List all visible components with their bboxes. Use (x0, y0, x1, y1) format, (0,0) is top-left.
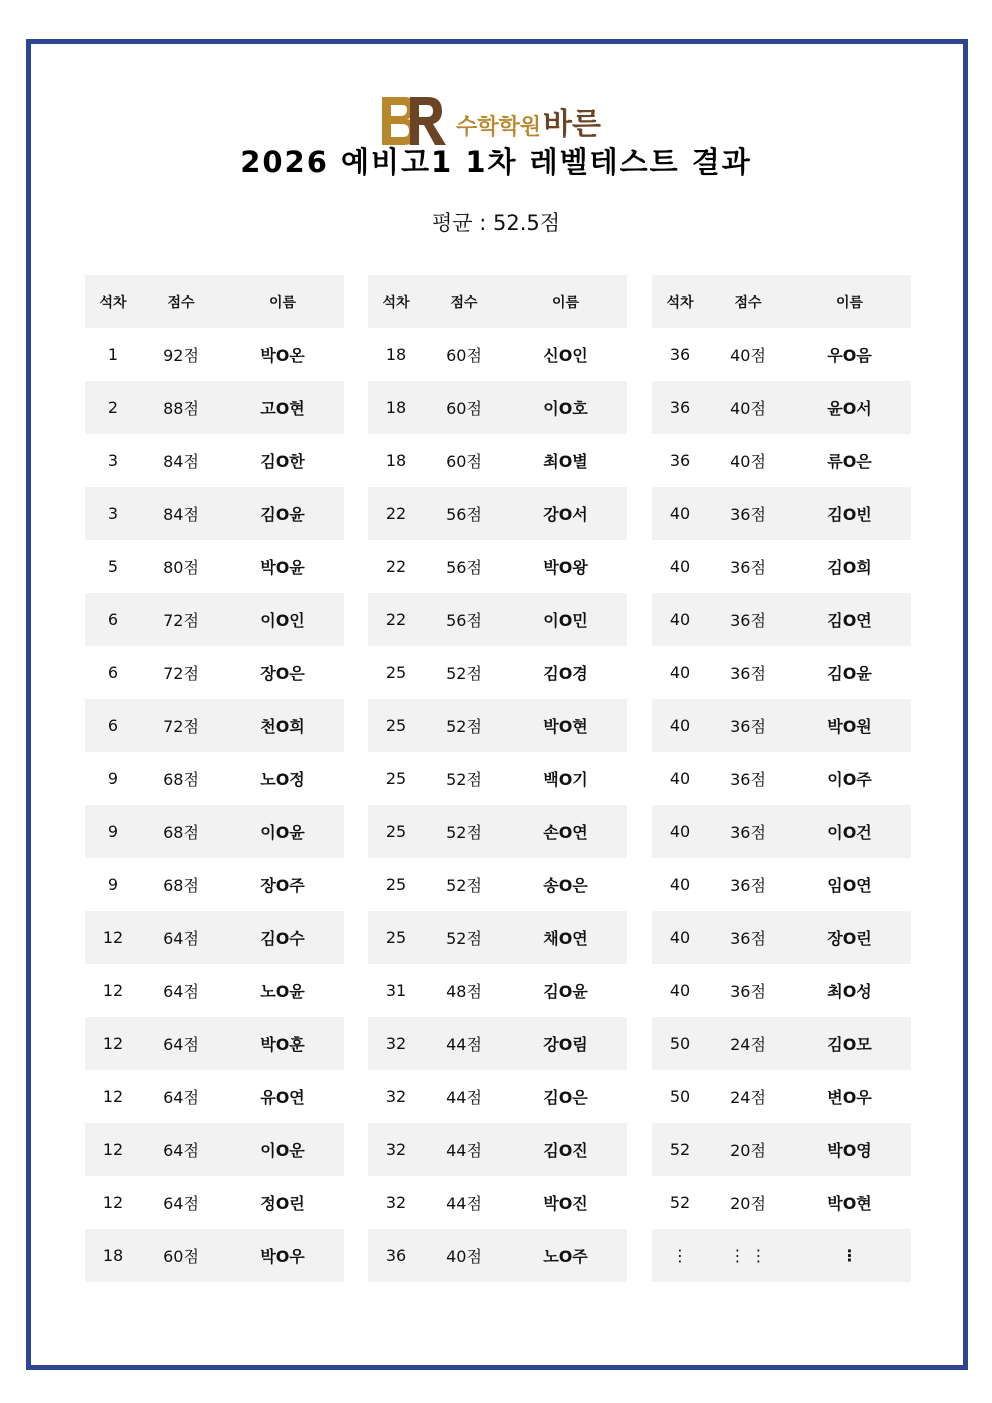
name-cell: 김O빈 (827, 505, 872, 524)
name-cell: 박O현 (543, 717, 588, 736)
rank-cell: 52 (669, 1140, 691, 1159)
rank-cell: 32 (385, 1193, 407, 1212)
rank-cell: 12 (102, 928, 124, 947)
score-cell: 92점 (163, 346, 199, 365)
rank-cell: ⋮ (672, 1246, 688, 1265)
name-cell: 강O서 (543, 505, 588, 524)
rank-cell: 40 (669, 663, 691, 682)
rank-cell: 36 (669, 345, 691, 364)
score-cell: 68점 (163, 876, 199, 895)
name-cell: 류O은 (827, 452, 872, 471)
rank-cell: 32 (385, 1034, 407, 1053)
rank-cell: 22 (385, 610, 407, 629)
name-cell: 최O별 (543, 452, 588, 471)
table-row (368, 540, 627, 593)
logo-name: 바른 (543, 107, 601, 142)
table-row (652, 1017, 911, 1070)
table-row (652, 540, 911, 593)
score-cell: 40점 (446, 1247, 482, 1266)
score-cell: 60점 (446, 399, 482, 418)
rank-cell: 40 (669, 769, 691, 788)
header-name: 이름 (551, 294, 580, 311)
name-cell: 장O린 (827, 929, 872, 948)
rank-cell: 12 (102, 981, 124, 1000)
rank-cell: 12 (102, 1034, 124, 1053)
rank-cell: 40 (669, 875, 691, 894)
name-cell: 신O인 (543, 346, 588, 365)
table-row (368, 381, 627, 434)
name-cell: 최O성 (827, 982, 872, 1001)
table-row (368, 964, 627, 1017)
header-name: 이름 (835, 294, 864, 311)
name-cell: 박O훈 (260, 1035, 305, 1054)
table-row (652, 646, 911, 699)
score-cell: 44점 (446, 1035, 482, 1054)
table-row (652, 487, 911, 540)
rank-cell: 25 (385, 928, 407, 947)
score-cell: 36점 (730, 929, 766, 948)
table-row (85, 752, 344, 805)
table-row (652, 858, 911, 911)
table-row (368, 593, 627, 646)
score-cell: 44점 (446, 1141, 482, 1160)
score-cell: 64점 (163, 1141, 199, 1160)
table-row (652, 964, 911, 1017)
header-name: 이름 (268, 294, 297, 311)
table-row (85, 646, 344, 699)
rank-cell: 22 (385, 557, 407, 576)
table-row (368, 1229, 627, 1282)
score-cell: 44점 (446, 1088, 482, 1107)
table-row (652, 381, 911, 434)
score-cell: 36점 (730, 982, 766, 1001)
score-cell: 36점 (730, 558, 766, 577)
name-cell: 정O린 (260, 1194, 305, 1213)
rank-cell: 6 (107, 716, 119, 735)
rank-cell: 31 (385, 981, 407, 1000)
name-cell: 윤O서 (827, 399, 872, 418)
score-cell: 20점 (730, 1194, 766, 1213)
score-cell: 52점 (446, 823, 482, 842)
score-cell: 72점 (163, 664, 199, 683)
score-cell: 36점 (730, 770, 766, 789)
table-row (85, 434, 344, 487)
score-cell: 36점 (730, 611, 766, 630)
rank-cell: 12 (102, 1087, 124, 1106)
name-cell: 이O건 (827, 823, 872, 842)
table-row (368, 1176, 627, 1229)
rank-cell: 9 (107, 769, 119, 788)
table-row (368, 328, 627, 381)
name-cell: 우O음 (827, 346, 872, 365)
score-cell: 56점 (446, 505, 482, 524)
table-row (85, 381, 344, 434)
rank-cell: 5 (107, 557, 119, 576)
table-row (652, 328, 911, 381)
average-score: 평균 : 52.5점 (431, 211, 561, 235)
table-row (652, 593, 911, 646)
rank-cell: 22 (385, 504, 407, 523)
name-cell: 장O은 (260, 664, 305, 683)
score-cell: 60점 (163, 1247, 199, 1266)
table-header-row (368, 275, 627, 328)
table-row (368, 1123, 627, 1176)
results-table-2 (368, 275, 627, 1282)
name-cell: 김O경 (543, 664, 588, 683)
page-title: 2026 예비고1 1차 레벨테스트 결과 (240, 145, 752, 179)
name-cell: 이O호 (543, 399, 588, 418)
rank-cell: 6 (107, 663, 119, 682)
score-cell: 56점 (446, 558, 482, 577)
table-header-row (652, 275, 911, 328)
rank-cell: 2 (107, 398, 119, 417)
table-row (85, 487, 344, 540)
score-cell: 64점 (163, 929, 199, 948)
score-cell: 72점 (163, 717, 199, 736)
rank-cell: 25 (385, 716, 407, 735)
score-cell: 60점 (446, 346, 482, 365)
name-cell: 이O인 (260, 611, 305, 630)
name-cell: 임O연 (827, 876, 872, 895)
name-cell: 박O현 (827, 1194, 872, 1213)
score-cell: 36점 (730, 823, 766, 842)
name-cell: 이O주 (827, 770, 872, 789)
rank-cell: 18 (385, 451, 407, 470)
name-cell: 김O연 (827, 611, 872, 630)
rank-cell: 36 (669, 451, 691, 470)
table-row (652, 1070, 911, 1123)
name-cell: 장O주 (260, 876, 305, 895)
name-cell: 김O모 (827, 1035, 872, 1054)
name-cell: 채O연 (543, 929, 588, 948)
rank-cell: 40 (669, 928, 691, 947)
results-table-3 (652, 275, 911, 1282)
rank-cell: 1 (107, 345, 119, 364)
score-cell: 72점 (163, 611, 199, 630)
score-cell: 84점 (163, 452, 199, 471)
name-cell: 고O현 (260, 399, 305, 418)
score-cell: 60점 (446, 452, 482, 471)
name-cell: ⋮ (841, 1246, 858, 1265)
name-cell: 박O왕 (543, 558, 588, 577)
score-cell: 68점 (163, 823, 199, 842)
name-cell: 김O윤 (260, 505, 305, 524)
rank-cell: 50 (669, 1034, 691, 1053)
score-cell: 24점 (730, 1035, 766, 1054)
name-cell: 박O우 (260, 1247, 305, 1266)
table-row (652, 1176, 911, 1229)
score-cell: 36점 (730, 664, 766, 683)
rank-cell: 32 (385, 1087, 407, 1106)
rank-cell: 18 (102, 1246, 124, 1265)
name-cell: 이O운 (260, 1141, 305, 1160)
name-cell: 김O윤 (827, 664, 872, 683)
score-cell: 68점 (163, 770, 199, 789)
header-score: 점수 (450, 294, 478, 311)
rank-cell: 18 (385, 345, 407, 364)
rank-cell: 32 (385, 1140, 407, 1159)
name-cell: 강O림 (543, 1035, 588, 1054)
name-cell: 박O원 (827, 717, 872, 736)
name-cell: 노O주 (543, 1247, 588, 1266)
results-table-1 (85, 275, 344, 1282)
table-row (85, 964, 344, 1017)
table-row (85, 911, 344, 964)
header-rank: 석차 (99, 294, 127, 311)
score-cell: 52점 (446, 717, 482, 736)
logo-subtitle: 수학학원 (456, 115, 542, 140)
header-rank: 석차 (382, 294, 410, 311)
score-cell: 40점 (730, 346, 766, 365)
score-cell: 64점 (163, 1194, 199, 1213)
table-row (368, 699, 627, 752)
table-row (85, 540, 344, 593)
header-score: 점수 (734, 294, 762, 311)
table-row (368, 805, 627, 858)
name-cell: 김O윤 (543, 982, 588, 1001)
name-cell: 송O은 (543, 876, 588, 895)
name-cell: 김O한 (260, 452, 305, 471)
table-row (368, 1070, 627, 1123)
table-row (368, 911, 627, 964)
rank-cell: 25 (385, 663, 407, 682)
rank-cell: 50 (669, 1087, 691, 1106)
table-row (368, 1017, 627, 1070)
score-cell: 88점 (163, 399, 199, 418)
table-row (652, 1123, 911, 1176)
score-cell: ⋮ ⋮ (729, 1246, 767, 1265)
name-cell: 박O윤 (260, 558, 305, 577)
score-cell: 36점 (730, 876, 766, 895)
table-row (85, 328, 344, 381)
rank-cell: 36 (669, 398, 691, 417)
score-cell: 52점 (446, 664, 482, 683)
rank-cell: 36 (385, 1246, 407, 1265)
table-row (85, 1017, 344, 1070)
table-row (652, 805, 911, 858)
name-cell: 김O은 (543, 1088, 588, 1107)
score-cell: 52점 (446, 876, 482, 895)
table-row (652, 699, 911, 752)
name-cell: 김O수 (260, 929, 305, 948)
rank-cell: 12 (102, 1193, 124, 1212)
table-row (368, 487, 627, 540)
score-cell: 52점 (446, 929, 482, 948)
table-row (368, 752, 627, 805)
score-cell: 44점 (446, 1194, 482, 1213)
rank-cell: 52 (669, 1193, 691, 1212)
rank-cell: 3 (107, 451, 119, 470)
name-cell: 김O희 (827, 558, 872, 577)
rank-cell: 25 (385, 822, 407, 841)
rank-cell: 40 (669, 822, 691, 841)
name-cell: 박O영 (827, 1141, 872, 1160)
name-cell: 김O진 (543, 1141, 588, 1160)
table-header-row (85, 275, 344, 328)
rank-cell: 40 (669, 504, 691, 523)
table-row (85, 1176, 344, 1229)
rank-cell: 40 (669, 981, 691, 1000)
score-cell: 52점 (446, 770, 482, 789)
score-cell: 36점 (730, 717, 766, 736)
table-row (85, 1229, 344, 1282)
rank-cell: 12 (102, 1140, 124, 1159)
rank-cell: 18 (385, 398, 407, 417)
score-cell: 64점 (163, 982, 199, 1001)
score-cell: 36점 (730, 505, 766, 524)
table-row (85, 593, 344, 646)
name-cell: 이O윤 (260, 823, 305, 842)
score-cell: 64점 (163, 1035, 199, 1054)
table-row (652, 911, 911, 964)
header-score: 점수 (167, 294, 195, 311)
table-row (652, 434, 911, 487)
score-cell: 24점 (730, 1088, 766, 1107)
table-row (652, 1229, 911, 1282)
score-cell: 40점 (730, 452, 766, 471)
table-row (85, 805, 344, 858)
table-row (85, 858, 344, 911)
score-cell: 40점 (730, 399, 766, 418)
rank-cell: 25 (385, 769, 407, 788)
table-row (368, 858, 627, 911)
score-cell: 56점 (446, 611, 482, 630)
table-row (652, 752, 911, 805)
rank-cell: 25 (385, 875, 407, 894)
rank-cell: 3 (107, 504, 119, 523)
name-cell: 유O연 (260, 1088, 305, 1107)
table-row (85, 1070, 344, 1123)
rank-cell: 6 (107, 610, 119, 629)
name-cell: 박O온 (260, 346, 305, 365)
score-cell: 20점 (730, 1141, 766, 1160)
score-cell: 80점 (163, 558, 199, 577)
name-cell: 노O윤 (260, 982, 305, 1001)
name-cell: 천O희 (260, 717, 305, 736)
score-cell: 84점 (163, 505, 199, 524)
score-cell: 48점 (446, 982, 482, 1001)
rank-cell: 40 (669, 557, 691, 576)
table-row (85, 699, 344, 752)
rank-cell: 40 (669, 716, 691, 735)
table-row (368, 646, 627, 699)
rank-cell: 9 (107, 822, 119, 841)
name-cell: 손O연 (543, 823, 588, 842)
name-cell: 이O민 (543, 611, 588, 630)
rank-cell: 40 (669, 610, 691, 629)
rank-cell: 9 (107, 875, 119, 894)
name-cell: 노O정 (260, 770, 305, 789)
name-cell: 변O우 (827, 1088, 872, 1107)
score-cell: 64점 (163, 1088, 199, 1107)
table-row (368, 434, 627, 487)
name-cell: 박O진 (543, 1194, 588, 1213)
header-rank: 석차 (666, 294, 694, 311)
name-cell: 백O기 (543, 770, 588, 789)
table-row (85, 1123, 344, 1176)
